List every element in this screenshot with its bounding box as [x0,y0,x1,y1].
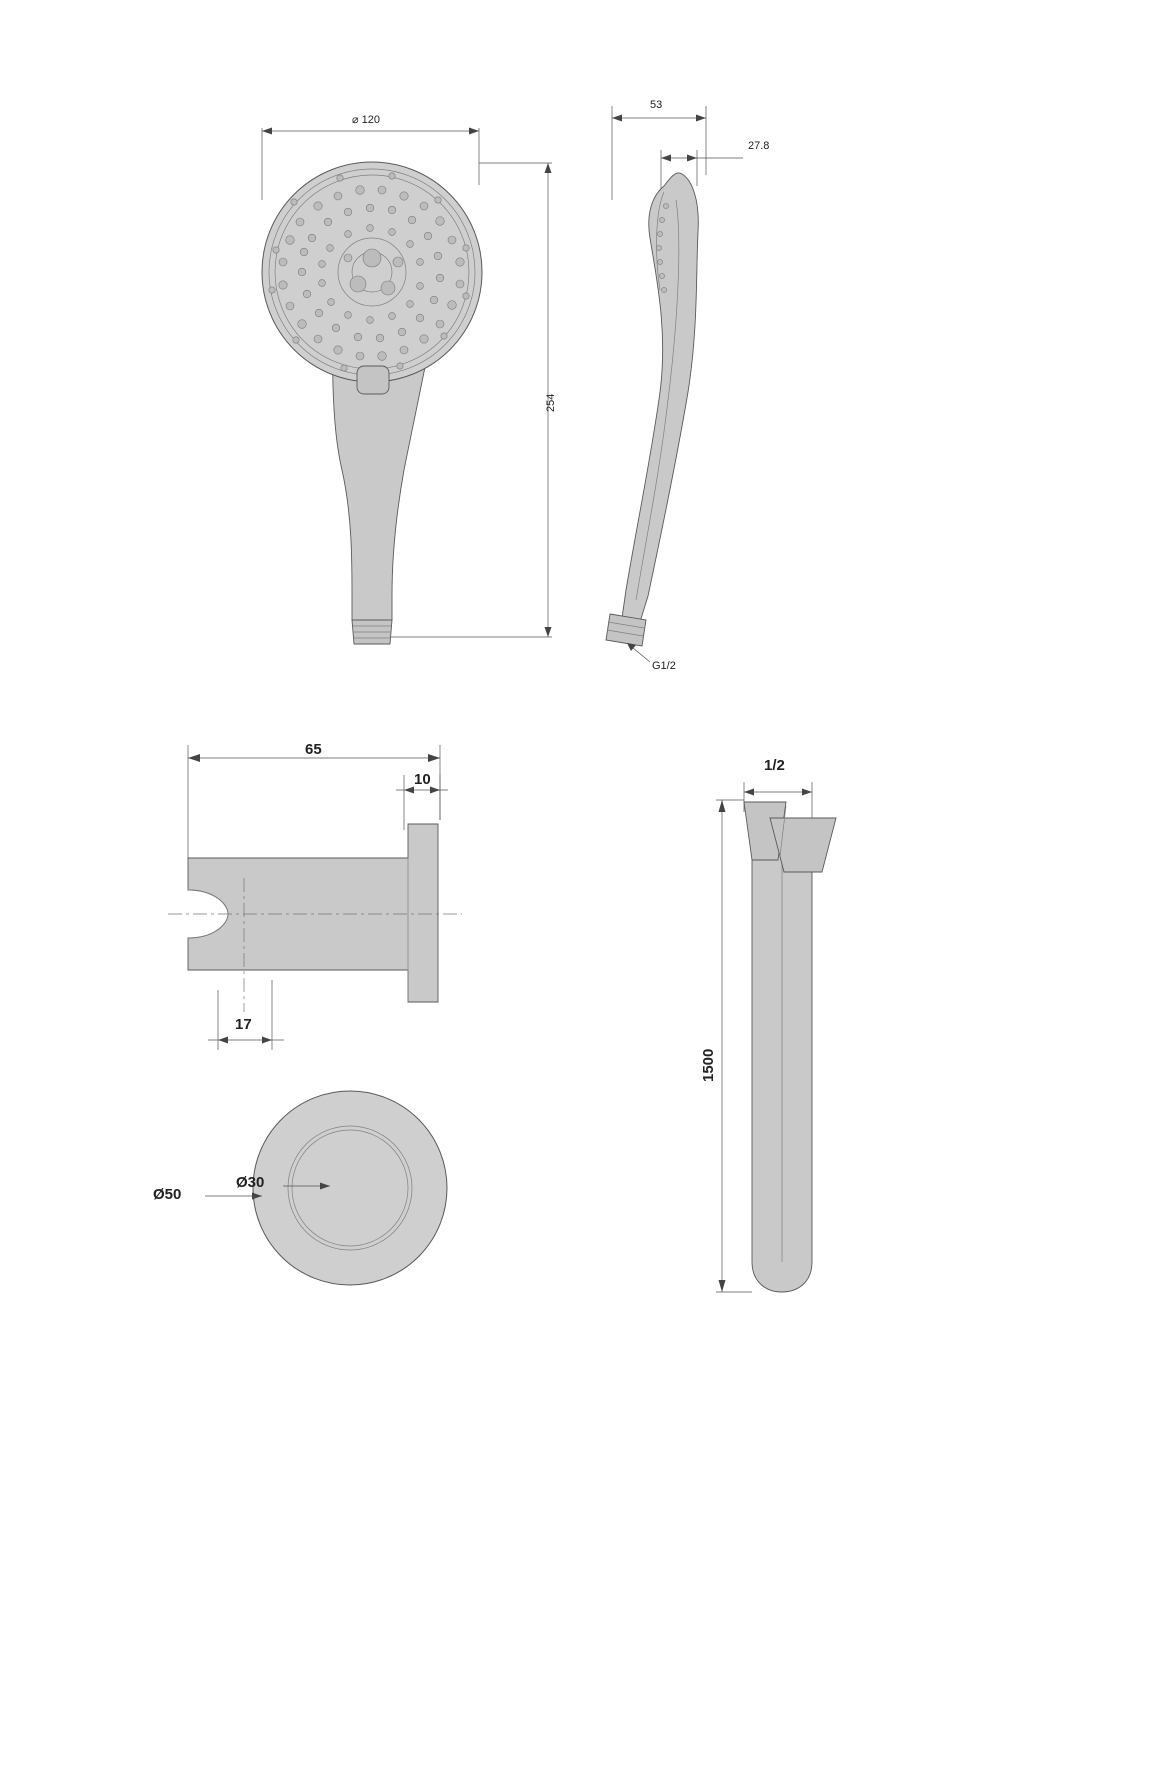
dim-head-thickness: 27.8 [748,140,770,152]
dim-cradle-width: 17 [235,1016,252,1033]
dim-flange-outer-diameter: Ø50 [153,1186,182,1203]
dim-thread-callout: G1/2 [652,660,676,672]
dim-total-length: 254 [545,393,557,412]
dim-bracket-length: 65 [305,741,322,758]
dim-head-depth: 53 [650,99,663,111]
dim-hose-length: 1500 [700,1048,717,1082]
dim-flange-inner-diameter: Ø30 [236,1174,265,1191]
dim-hose-connection: 1/2 [764,757,785,774]
dim-flange-thickness: 10 [414,771,431,788]
dim-head-diameter: ⌀ 120 [352,114,381,126]
